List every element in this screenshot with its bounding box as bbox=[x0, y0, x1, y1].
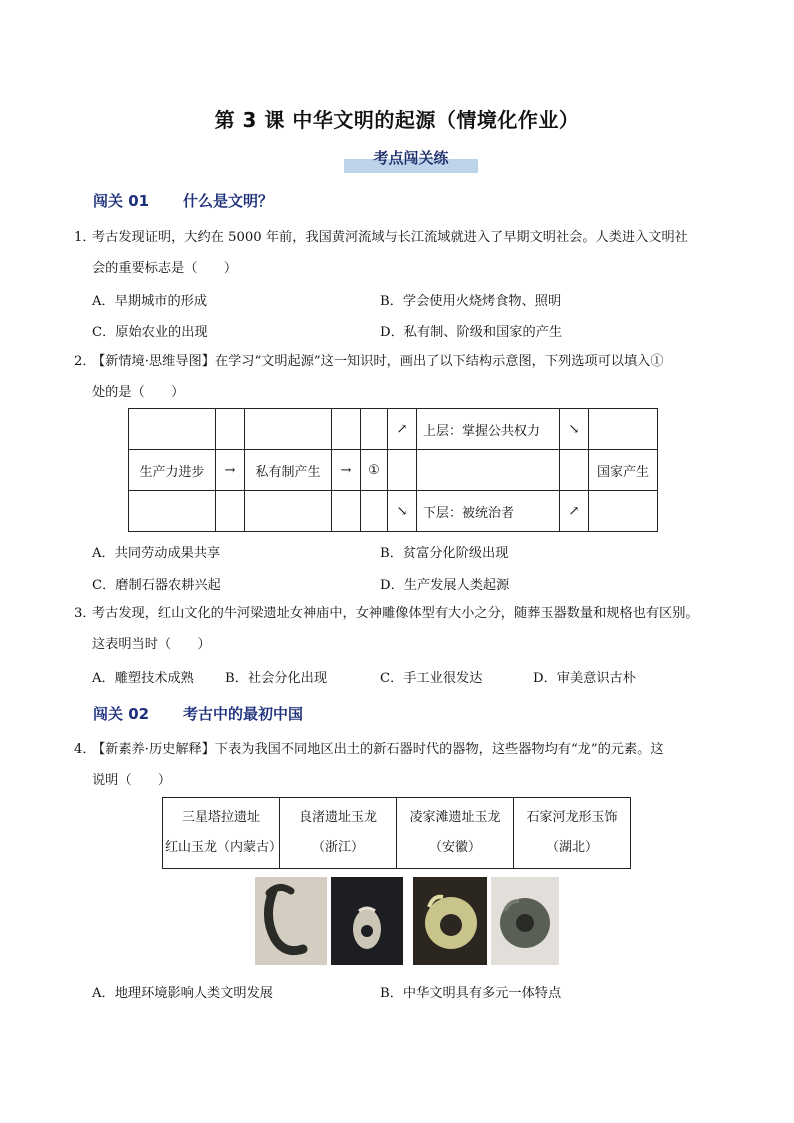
q1-option-d[interactable]: D．私有制、阶级和国家的产生 bbox=[380, 325, 563, 340]
page-title: 第 3 课 中华文明的起源（情境化作业） bbox=[214, 108, 580, 132]
up-arrow: ↗ bbox=[560, 491, 589, 532]
question-text-line2: 处的是（ ） bbox=[92, 385, 185, 400]
diagram-cell bbox=[129, 491, 216, 532]
question-3 bbox=[74, 598, 734, 660]
down-arrow: ↘ bbox=[560, 409, 589, 450]
artifact-cell-hongshan: 三星塔拉遗址 红山玉龙（内蒙古） bbox=[163, 798, 280, 869]
question-2 bbox=[74, 346, 734, 408]
question-number: 4． bbox=[74, 742, 96, 757]
question-text-line1: 考古发现证明，大约在 5000 年前，我国黄河流域与长江流域就进入了早期文明社会。人类进入文明社 bbox=[92, 230, 688, 245]
right-arrow: → bbox=[216, 450, 245, 491]
artifact-cell-shijiahe: 石家河龙形玉饰 （湖北） bbox=[514, 798, 631, 869]
section-name: 什么是文明？ bbox=[183, 192, 274, 210]
artifact-table bbox=[162, 797, 631, 869]
productivity-label: 生产力进步 bbox=[129, 450, 216, 491]
q1-option-c[interactable]: C．原始农业的出现 bbox=[92, 325, 208, 340]
question-text-line2: 会的重要标志是（ ） bbox=[92, 261, 238, 276]
diagram-cell bbox=[388, 450, 417, 491]
question-number: 1． bbox=[74, 230, 96, 245]
structure-diagram bbox=[128, 408, 658, 532]
liangzhu-jade-dragon-photo bbox=[331, 877, 403, 965]
q4-option-b[interactable]: B．中华文明具有多元一体特点 bbox=[380, 986, 562, 1001]
section-heading-02 bbox=[93, 703, 303, 724]
artifact-cell-liangzhu: 良渚遗址玉龙 （浙江） bbox=[280, 798, 397, 869]
right-arrow: → bbox=[332, 450, 361, 491]
question-text-line2: 这表明当时（ ） bbox=[92, 637, 211, 652]
q2-option-d[interactable]: D．生产发展人类起源 bbox=[380, 578, 510, 593]
hongshan-jade-dragon-photo bbox=[255, 877, 327, 965]
question-text-line1: 【新情境·思维导图】在学习“文明起源”这一知识时，画出了以下结构示意图，下列选项可以填入① bbox=[92, 354, 664, 369]
diagram-cell bbox=[589, 409, 658, 450]
page-subtitle: 考点闯关练 bbox=[373, 149, 449, 167]
diagram-cell bbox=[216, 491, 245, 532]
question-text-line2: 说明（ ） bbox=[92, 773, 172, 788]
upper-class-label: 上层：掌握公共权力 bbox=[417, 409, 560, 450]
lingjiatan-jade-dragon-photo bbox=[413, 877, 487, 965]
diagram-cell bbox=[245, 491, 332, 532]
q1-option-b[interactable]: B．学会使用火烧烤食物、照明 bbox=[380, 294, 562, 309]
shijiahe-jade-ornament-photo bbox=[491, 877, 559, 965]
state-formation-label: 国家产生 bbox=[589, 450, 658, 491]
q2-option-a[interactable]: A．共同劳动成果共享 bbox=[92, 546, 221, 561]
diagram-cell bbox=[216, 409, 245, 450]
diagram-cell bbox=[589, 491, 658, 532]
q3-option-d[interactable]: D．审美意识古朴 bbox=[533, 671, 636, 686]
diagram-cell bbox=[245, 409, 332, 450]
q4-option-a[interactable]: A．地理环境影响人类文明发展 bbox=[92, 986, 273, 1001]
diagram-cell bbox=[129, 409, 216, 450]
private-ownership-label: 私有制产生 bbox=[245, 450, 332, 491]
q2-option-b[interactable]: B．贫富分化阶级出现 bbox=[380, 546, 509, 561]
section-number: 闯关 02 bbox=[93, 705, 150, 723]
diagram-cell bbox=[560, 450, 589, 491]
subtitle-banner bbox=[344, 147, 478, 173]
question-text-line1: 考古发现，红山文化的牛河梁遗址女神庙中，女神雕像体型有大小之分，随葬玉器数量和规格也有区别。 bbox=[92, 606, 699, 621]
up-arrow: ↗ bbox=[388, 409, 417, 450]
q2-option-c[interactable]: C．磨制石器农耕兴起 bbox=[92, 578, 221, 593]
lower-class-label: 下层：被统治者 bbox=[417, 491, 560, 532]
diagram-cell bbox=[417, 450, 560, 491]
section-heading-01 bbox=[93, 190, 273, 211]
diagram-cell bbox=[361, 409, 388, 450]
section-number: 闯关 01 bbox=[93, 192, 150, 210]
question-text-line1: 【新素养·历史解释】下表为我国不同地区出土的新石器时代的器物，这些器物均有“龙”的元素。这 bbox=[92, 742, 664, 757]
artifact-cell-lingjiatan: 凌家滩遗址玉龙 （安徽） bbox=[397, 798, 514, 869]
blank-slot-1: ① bbox=[361, 450, 388, 491]
section-name: 考古中的最初中国 bbox=[183, 705, 304, 723]
down-arrow: ↘ bbox=[388, 491, 417, 532]
question-number: 3． bbox=[74, 606, 96, 621]
q3-option-a[interactable]: A．雕塑技术成熟 bbox=[92, 671, 194, 686]
diagram-cell bbox=[332, 491, 361, 532]
diagram-cell bbox=[332, 409, 361, 450]
question-1 bbox=[74, 222, 734, 284]
q3-option-c[interactable]: C．手工业很发达 bbox=[380, 671, 483, 686]
question-number: 2． bbox=[74, 354, 96, 369]
question-4 bbox=[74, 734, 734, 796]
q1-option-a[interactable]: A．早期城市的形成 bbox=[92, 294, 208, 309]
diagram-cell bbox=[361, 491, 388, 532]
q3-option-b[interactable]: B．社会分化出现 bbox=[225, 671, 328, 686]
